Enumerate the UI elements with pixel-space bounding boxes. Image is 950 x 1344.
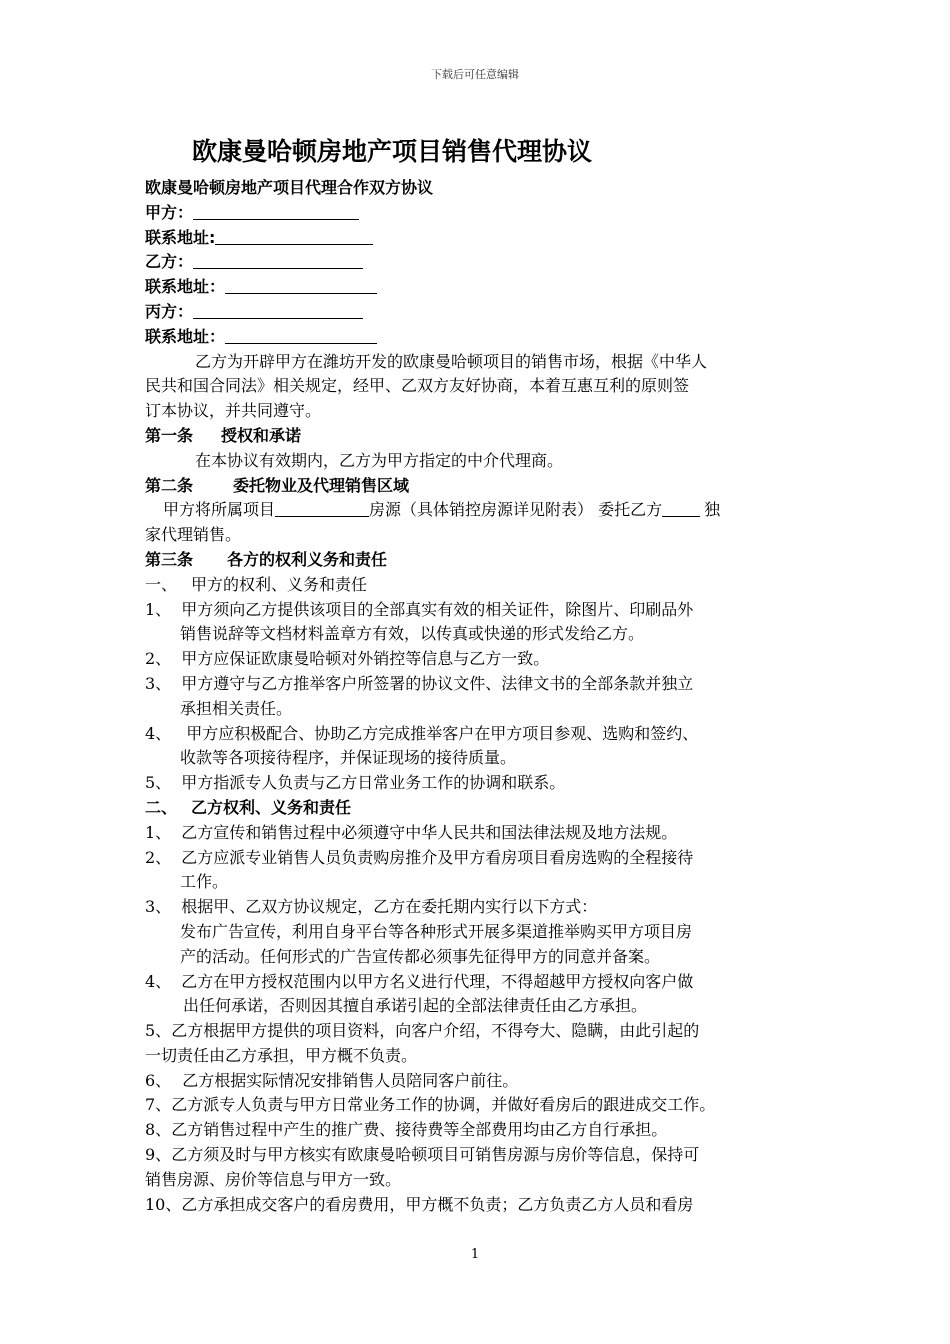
document-body bbox=[145, 176, 820, 1217]
party-b-line: 乙方： bbox=[145, 250, 820, 275]
article-1-heading: 第一条 授权和承诺 bbox=[145, 425, 302, 445]
list-item: 5、 甲方指派专人负责与乙方日常业务工作的协调和联系。 bbox=[145, 773, 566, 793]
blank-line[interactable] bbox=[225, 327, 377, 344]
party-c-line: 丙方： bbox=[145, 300, 820, 325]
blank-line[interactable] bbox=[662, 500, 700, 517]
intro-line: 乙方为开辟甲方在潍坊开发的欧康曼哈顿项目的销售市场，根据《中华人 bbox=[195, 351, 708, 371]
section-b-heading: 二、 乙方权利、义务和责任 bbox=[145, 797, 352, 817]
list-item-continuation: 发布广告宣传，利用自身平台等各种形式开展多渠道推举购买甲方项目房 bbox=[180, 921, 693, 941]
document-title: 欧康曼哈顿房地产项目销售代理协议 bbox=[192, 137, 593, 166]
list-item-continuation: 收款等各项接待程序，并保证现场的接待质量。 bbox=[180, 748, 517, 768]
list-item: 4、 甲方应积极配合、协助乙方完成推举客户在甲方项目参观、选购和签约、 bbox=[145, 723, 699, 743]
blank-line[interactable] bbox=[193, 302, 363, 319]
blank-line[interactable] bbox=[215, 228, 373, 245]
blank-line[interactable] bbox=[275, 500, 369, 517]
intro-line: 民共和国合同法》相关规定，经甲、乙双方友好协商，本着互惠互利的原则签 bbox=[145, 376, 690, 396]
article-1-text: 在本协议有效期内，乙方为甲方指定的中介代理商。 bbox=[195, 450, 564, 470]
page-header: 下载后可任意编辑 bbox=[431, 68, 519, 81]
list-item: 1、 甲方须向乙方提供该项目的全部真实有效的相关证件，除图片、印刷品外 bbox=[145, 599, 694, 619]
page-number: 1 bbox=[470, 1247, 480, 1262]
list-item: 1、 乙方宣传和销售过程中必须遵守中华人民共和国法律法规及地方法规。 bbox=[145, 822, 678, 842]
party-a-address-line: 联系地址: bbox=[145, 226, 820, 251]
list-item: 5、乙方根据甲方提供的项目资料，向客户介绍，不得夸大、隐瞒，由此引起的 bbox=[145, 1021, 700, 1041]
article-2-text: 甲方将所属项目 房源（具体销控房源详见附表） 委托乙方 独 bbox=[163, 500, 721, 520]
list-item-continuation: 承担相关责任。 bbox=[180, 698, 293, 718]
section-a-heading: 一、 甲方的权利、义务和责任 bbox=[145, 574, 368, 594]
list-item-continuation: 一切责任由乙方承担，甲方概不负责。 bbox=[145, 1045, 418, 1065]
article-2-heading: 第二条 委托物业及代理销售区域 bbox=[145, 475, 410, 495]
list-item-continuation: 出任何承诺，否则因其擅自承诺引起的全部法律责任由乙方承担。 bbox=[183, 996, 648, 1016]
party-c-address-line: 联系地址： bbox=[145, 325, 820, 350]
list-item: 7、乙方派专人负责与甲方日常业务工作的协调，并做好看房后的跟进成交工作。 bbox=[145, 1095, 716, 1115]
list-item: 2、 乙方应派专业销售人员负责购房推介及甲方看房项目看房选购的全程接待 bbox=[145, 847, 694, 867]
blank-line[interactable] bbox=[193, 203, 359, 220]
list-item-continuation: 工作。 bbox=[180, 872, 229, 892]
list-item: 6、 乙方根据实际情况安排销售人员陪同客户前往。 bbox=[145, 1070, 519, 1090]
blank-line[interactable] bbox=[225, 277, 377, 294]
list-item: 3、 根据甲、乙双方协议规定，乙方在委托期内实行以下方式： bbox=[145, 897, 598, 917]
subtitle: 欧康曼哈顿房地产项目代理合作双方协议 bbox=[145, 178, 434, 197]
list-item: 8、乙方销售过程中产生的推广费、接待费等全部费用均由乙方自行承担。 bbox=[145, 1120, 668, 1140]
list-item: 4、 乙方在甲方授权范围内以甲方名义进行代理，不得超越甲方授权向客户做 bbox=[145, 971, 694, 991]
list-item: 2、 甲方应保证欧康曼哈顿对外销控等信息与乙方一致。 bbox=[145, 649, 550, 669]
intro-line: 订本协议，并共同遵守。 bbox=[145, 401, 322, 421]
list-item-continuation: 产的活动。任何形式的广告宣传都必须事先征得甲方的同意并备案。 bbox=[180, 946, 661, 966]
article-2-text: 家代理销售。 bbox=[145, 525, 242, 545]
party-b-address-line: 联系地址： bbox=[145, 275, 820, 300]
list-item: 10、乙方承担成交客户的看房费用，甲方概不负责；乙方负责乙方人员和看房 bbox=[145, 1194, 694, 1214]
list-item: 3、 甲方遵守与乙方推举客户所签署的协议文件、法律文书的全部条款并独立 bbox=[145, 673, 694, 693]
list-item-continuation: 销售房源、房价等信息与甲方一致。 bbox=[145, 1169, 402, 1189]
article-3-heading: 第三条 各方的权利义务和责任 bbox=[145, 549, 388, 569]
blank-line[interactable] bbox=[193, 252, 363, 269]
list-item: 9、乙方须及时与甲方核实有欧康曼哈顿项目可销售房源与房价等信息，保持可 bbox=[145, 1145, 700, 1165]
list-item-continuation: 销售说辞等文档材料盖章方有效，以传真或快递的形式发给乙方。 bbox=[180, 624, 645, 644]
party-a-line: 甲方： bbox=[145, 201, 820, 226]
